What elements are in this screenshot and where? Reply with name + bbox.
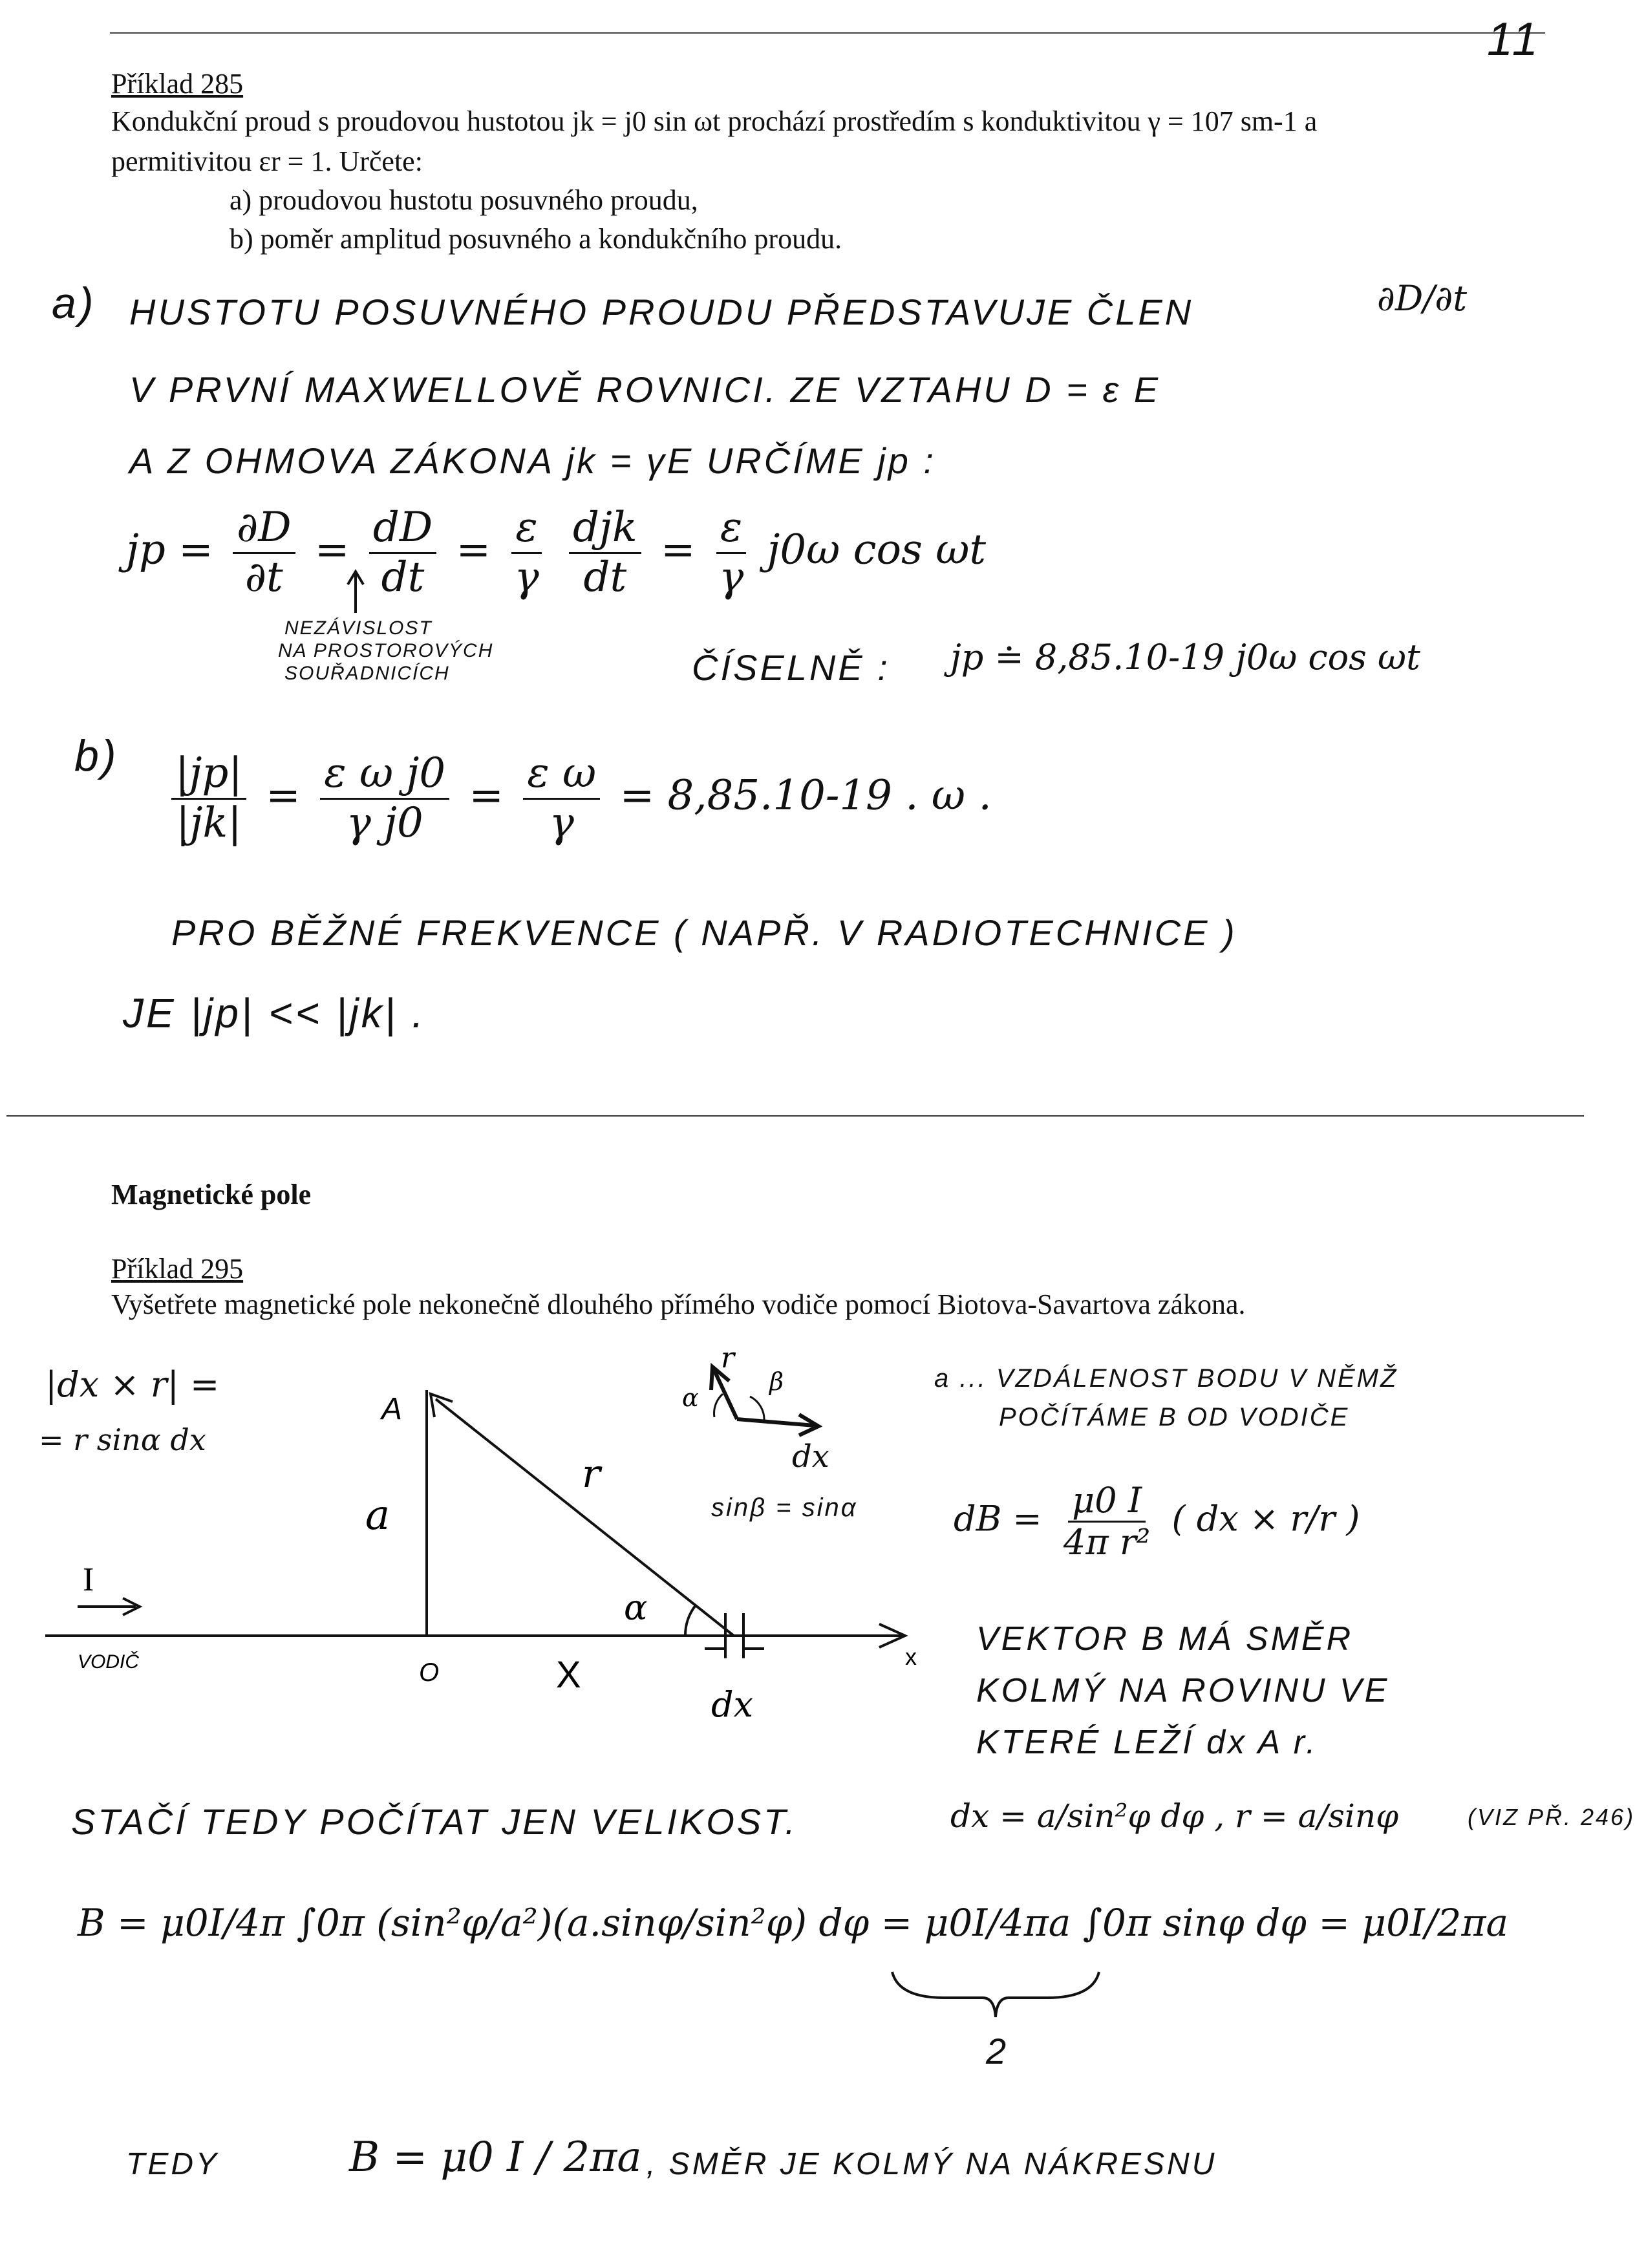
label-A: A — [381, 1392, 403, 1426]
label-origin: O — [419, 1658, 440, 1687]
solution-a-line1: HUSTOTU POSUVNÉHO PROUDU PŘEDSTAVUJE ČLEN — [129, 292, 1194, 332]
section-heading-magnetic: Magnetické pole — [111, 1179, 312, 1210]
inset-alpha: α — [682, 1384, 699, 1412]
vector-direction-3: KTERÉ LEŽÍ dx A r. — [976, 1724, 1318, 1761]
label-a: a — [365, 1492, 390, 1539]
example-285-intro2: permitivitou εr = 1. Určete: — [111, 145, 423, 177]
solution-a-line3: A Z OHMOVA ZÁKONA jk = γE URČÍME jp : — [129, 440, 936, 481]
eq2-frac-full: $\frac{\text{ε ω j0}}{\text{γ j0}}$ — [320, 750, 449, 847]
final-direction: , SMĚR JE KOLMÝ NA NÁKRESNU — [647, 2147, 1217, 2181]
solution-a-label: a) — [52, 279, 96, 328]
eq2-tail: = 8,85.10-19 . ω . — [619, 771, 992, 820]
equation-jp: jp = $\frac{\partial D}{\partial t}$ = $\frac{dD}{dt}$ = $\frac{\varepsilon}{\gamma}$ $\frac{\text{djk}}{dt}$ = $\frac{\varepsilon}{\gamma}$ j0ω cos ωt — [126, 504, 987, 601]
label-wire: VODIČ — [78, 1651, 140, 1673]
solution-b-label: b) — [74, 731, 119, 780]
cross-product-line2: = r sinα dx — [39, 1422, 206, 1457]
distance-definition-1: a ... VZDÁLENOST BODU V NĚMŽ — [934, 1364, 1398, 1393]
final-result: B = μ0 I / 2πa — [349, 2134, 642, 2181]
note-arrow — [343, 569, 369, 614]
biot-savart-fraction: $\frac{\mu 0 I}{\text{4π r²}}$ — [1063, 1480, 1151, 1563]
eq2-frac-abs: $\frac{|jp|}{|jk|}$ — [171, 750, 246, 847]
solution-a-term: ∂D/∂t — [1377, 278, 1468, 319]
vector-r-arrowhead — [431, 1394, 453, 1417]
inset-dx: dx — [792, 1439, 829, 1475]
example-285-title: Příklad 285 — [111, 68, 244, 100]
angle-inset — [640, 1342, 834, 1448]
equation-ratio: $\frac{|jp|}{|jk|}$ = $\frac{\text{ε ω j0}}{\text{γ j0}}$ = $\frac{\text{ε ω}}{\gamma}$ = 8,85.10-19 . ω . — [165, 750, 992, 847]
eq1-frac-partial: $\frac{\partial D}{\partial t}$ — [233, 504, 295, 601]
label-dx: dx — [711, 1684, 754, 1725]
header-rule — [110, 32, 1545, 34]
substitution: dx = a/sin²φ dφ , r = a/sinφ — [950, 1797, 1399, 1835]
magnitude-note: STAČÍ TEDY POČÍTAT JEN VELIKOST. — [71, 1801, 798, 1842]
example-285-intro: Kondukční proud s proudovou hustotou jk = j0 sin ωt prochází prostředím s konduktivitou γ = 107 sm-1 a — [111, 105, 1318, 137]
inset-sine-relation: sinβ = sinα — [711, 1493, 858, 1522]
inset-r: r — [721, 1342, 735, 1375]
solution-a-line2: V PRVNÍ MAXWELLOVĚ ROVNICI. ZE VZTAHU D = ε E — [129, 369, 1161, 410]
solution-b-line2: JE |jp| << |jk| . — [123, 990, 426, 1036]
vector-direction-2: KOLMÝ NA ROVINU VE — [976, 1672, 1390, 1709]
eq1-tail: j0ω cos ωt — [767, 526, 987, 574]
note-line1: NEZÁVISLOST — [284, 617, 433, 639]
eq1-frac-djk: $\frac{\text{djk}}{dt}$ — [569, 504, 641, 601]
reference-note: (VIZ PŘ. 246) — [1468, 1804, 1635, 1830]
eq1-frac-eps: $\frac{\varepsilon}{\gamma}$ — [510, 504, 542, 601]
label-current: I — [83, 1561, 94, 1598]
note-line3: SOUŘADNICÍCH — [284, 663, 450, 684]
angle-alpha-arc — [685, 1605, 696, 1636]
example-285-item-b: b) poměr amplitud posuvného a kondukčního proudu. — [230, 223, 842, 255]
section-divider — [6, 1115, 1584, 1117]
eq1-frac-eps2: $\frac{\varepsilon}{\gamma}$ — [715, 504, 747, 601]
underbrace-value: 2 — [986, 2031, 1009, 2071]
solution-b-line1: PRO BĚŽNÉ FREKVENCE ( NAPŘ. V RADIOTECHNICE ) — [171, 912, 1237, 953]
label-alpha: α — [624, 1587, 648, 1628]
page-number: 11 — [1487, 14, 1541, 65]
example-295-text: Vyšetřete magnetické pole nekonečně dlouhého přímého vodiče pomocí Biotova-Savartova zákona. — [111, 1289, 1246, 1320]
numeric-label: ČÍSELNĚ : — [692, 647, 890, 688]
eq2-frac-reduced: $\frac{\text{ε ω}}{\gamma}$ — [523, 750, 600, 847]
biot-savart-equation: dB = $\frac{\mu 0 I}{\text{4π r²}}$ ( dx × r/r ) — [954, 1480, 1360, 1563]
integral-equation: B = μ0I/4π ∫0π (sin²φ/a²)(a.sinφ/sin²φ) dφ = μ0I/4πa ∫0π sinφ dφ = μ0I/2πa — [78, 1901, 1509, 1945]
label-x-axis: x — [905, 1643, 917, 1670]
conclusion-tedy: TEDY — [126, 2147, 220, 2181]
example-295-title: Příklad 295 — [111, 1253, 244, 1285]
underbrace — [886, 1965, 1106, 2024]
label-r: r — [582, 1451, 601, 1497]
label-X: X — [556, 1654, 581, 1696]
eq1-frac-total: $\frac{dD}{dt}$ — [369, 504, 436, 601]
cross-product-line1: |dx × r| = — [45, 1364, 220, 1405]
numeric-value: jp ≐ 8,85.10-19 j0ω cos ωt — [950, 637, 1420, 678]
note-line2: NA PROSTOROVÝCH — [278, 640, 494, 661]
example-285-item-a: a) proudovou hustotu posuvného proudu, — [230, 184, 698, 216]
eq1-lhs: jp = — [126, 526, 213, 574]
vector-direction-1: VEKTOR B MÁ SMĚR — [976, 1620, 1354, 1658]
inset-beta: β — [769, 1367, 784, 1396]
distance-definition-2: POČÍTÁME B OD VODIČE — [999, 1403, 1350, 1431]
